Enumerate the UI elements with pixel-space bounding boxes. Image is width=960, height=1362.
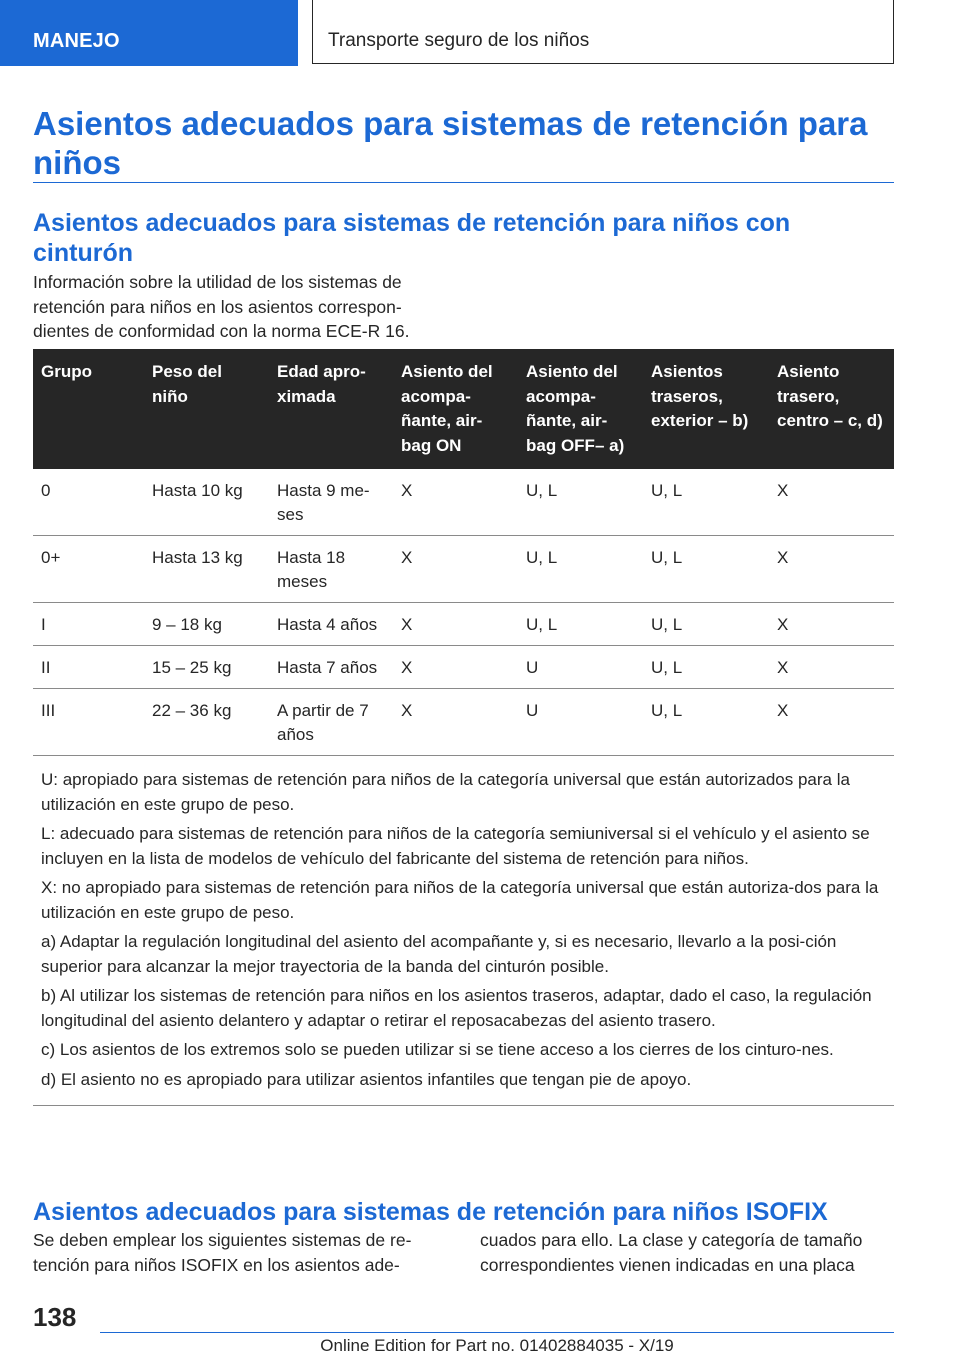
table-row — [33, 646, 894, 689]
table-cell: A partir de 7 años — [269, 689, 393, 756]
table-cell: Hasta 9 me-ses — [269, 469, 393, 536]
table-cell: U, L — [643, 469, 769, 536]
note-x: X: no apropiado para sistemas de retención para niños de la categoría universal que están autoriza-dos para la utilización en este grupo de peso. — [41, 878, 879, 922]
table-cell: X — [393, 646, 518, 689]
footer-divider — [100, 1332, 894, 1333]
table-cell: X — [769, 603, 894, 646]
chapter-box — [312, 0, 894, 64]
note-u: U: apropiado para sistemas de retención para niños de la categoría universal que están autorizados para la utilización en este grupo de peso. — [41, 770, 850, 814]
table-cell: X — [393, 536, 518, 603]
table-row — [33, 469, 894, 536]
intro-paragraph: Información sobre la utilidad de los sistemas de retención para niños en los asientos correspon-dientes de conformidad con la norma ECE-R 16. — [33, 272, 410, 341]
section-heading-belt: Asientos adecuados para sistemas de retención para niños con cinturón — [33, 209, 791, 267]
table-cell: 0+ — [33, 536, 144, 603]
note-l: L: adecuado para sistemas de retención para niños de la categoría semiuniversal si el vehículo y el asiento se incluyen en la lista de modelos de vehículo del fabricante del sistema de retención para niños. — [41, 824, 870, 868]
table-cell: II — [33, 646, 144, 689]
table-cell: U — [518, 689, 643, 756]
table-cell: Hasta 18 meses — [269, 536, 393, 603]
header-cell: Asientos traseros, exterior – b) — [643, 349, 769, 469]
header-cell: Asiento trasero, centro – c, d) — [769, 349, 894, 469]
table-notes — [33, 762, 894, 1106]
title-divider — [33, 182, 894, 183]
footer-text: Online Edition for Part no. 01402884035 - X/19 — [320, 1336, 674, 1355]
table-cell: Hasta 4 años — [269, 603, 393, 646]
table-cell: 0 — [33, 469, 144, 536]
note-b: b) Al utilizar los sistemas de retención para niños en los asientos traseros, adaptar, dado el caso, la regulación longitudinal del asiento delantero y adaptar o retirar el reposacabezas del asiento trasero. — [41, 986, 872, 1030]
header-cell: Asiento del acompa-ñante, air-bag OFF– a) — [518, 349, 643, 469]
table-cell: 15 – 25 kg — [144, 646, 269, 689]
table-cell: 9 – 18 kg — [144, 603, 269, 646]
header-cell: Peso del niño — [144, 349, 269, 469]
table-cell: X — [393, 603, 518, 646]
note-c: c) Los asientos de los extremos solo se pueden utilizar si se tiene acceso a los cierres de los cinturo-nes. — [41, 1040, 834, 1059]
table-cell: 22 – 36 kg — [144, 689, 269, 756]
table-header-row — [33, 349, 894, 469]
table-row — [33, 603, 894, 646]
suitability-table — [33, 349, 894, 756]
table-cell: Hasta 10 kg — [144, 469, 269, 536]
table-row — [33, 536, 894, 603]
header-cell: Asiento del acompa-ñante, air-bag ON — [393, 349, 518, 469]
table-cell: X — [769, 536, 894, 603]
table-cell: U, L — [643, 689, 769, 756]
table-cell: X — [393, 469, 518, 536]
table-cell: III — [33, 689, 144, 756]
section-tab — [0, 0, 298, 66]
table-row — [33, 689, 894, 756]
table-cell: U, L — [518, 469, 643, 536]
page-number: 138 — [33, 1302, 77, 1332]
table-cell: U, L — [643, 646, 769, 689]
page-title: Asientos adecuados para sistemas de retención para niños — [33, 105, 868, 181]
section-heading-isofix: Asientos adecuados para sistemas de retención para niños ISOFIX — [33, 1198, 828, 1226]
table-cell: U, L — [518, 536, 643, 603]
chapter-label: Transporte seguro de los niños — [328, 30, 590, 51]
table-cell: I — [33, 603, 144, 646]
table-cell: U, L — [643, 603, 769, 646]
section-label: MANEJO — [33, 30, 120, 52]
isofix-paragraph-left: Se deben emplear los siguientes sistemas de re-tención para niños ISOFIX en los asientos ade- — [33, 1230, 412, 1275]
header-cell: Edad apro-ximada — [269, 349, 393, 469]
table-cell: U, L — [643, 536, 769, 603]
table-cell: Hasta 13 kg — [144, 536, 269, 603]
note-d: d) El asiento no es apropiado para utilizar asientos infantiles que tengan pie de apoyo. — [41, 1069, 692, 1089]
table-cell: U — [518, 646, 643, 689]
note-a: a) Adaptar la regulación longitudinal del asiento del acompañante y, si es necesario, llevarlo a la posi-ción superior para alcanzar la mejor trayectoria de la banda del cinturón posible. — [41, 932, 837, 976]
table-cell: X — [769, 689, 894, 756]
header-cell: Grupo — [33, 349, 144, 469]
isofix-paragraph-right: cuados para ello. La clase y categoría de tamaño correspondientes vienen indicadas en una placa — [480, 1230, 863, 1275]
table-cell: Hasta 7 años — [269, 646, 393, 689]
table-cell: X — [769, 646, 894, 689]
table-cell: X — [769, 469, 894, 536]
table-cell: X — [393, 689, 518, 756]
table-cell: U, L — [518, 603, 643, 646]
